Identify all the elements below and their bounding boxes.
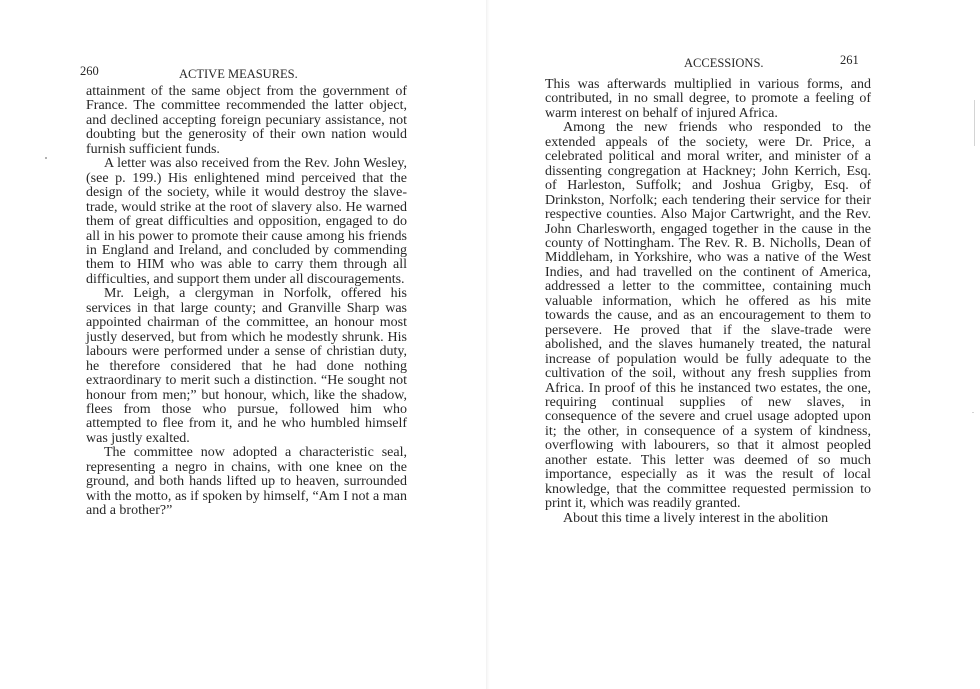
- page-number-left: 260: [80, 64, 99, 78]
- left-paragraph-2: A letter was also received from the Rev. John Wesley, (see p. 199.) His enlightened mind perceived that the design of the society, while it would destroy the slave-trade, would strike at the root of slavery also. He warned them of great difficulties and opposition, engaged to do all in his power to promote their cause among his friends in England and Ireland, and concluded by commending them to HIM who was able to carry them through all difficulties, and support them under all discouragements.: [86, 156, 407, 287]
- left-paragraph-1: attainment of the same object from the government of France. The committee recommended the latter object, and declined accepting foreign pecuniary assistance, not doubting but the generosity of their own nation would furnish sufficient funds.: [86, 84, 407, 157]
- left-paragraph-4: The committee now adopted a characteristic seal, representing a negro in chains, with one knee on the ground, and both hands lifted up to heaven, surrounded with the motto, as if spoken by himself, “Am I not a man and a brother?”: [86, 445, 407, 519]
- right-text-column: [545, 78, 871, 526]
- scan-edge-mark: [974, 100, 975, 146]
- right-paragraph-3: About this time a lively interest in the abolition: [563, 510, 829, 526]
- scan-speck: [45, 157, 47, 159]
- scan-edge-mark: [972, 412, 974, 413]
- running-head-left: ACTIVE MEASURES.: [179, 67, 298, 81]
- running-head-right: ACCESSIONS.: [684, 56, 764, 70]
- left-text-column: [86, 85, 407, 519]
- right-paragraph-2: Among the new friends who responded to the extended appeals of the society, were Dr. Price, a celebrated political and moral writer, and minister of a dissenting congregation at Hackney; John Kerrich, Esq. of Harleston, Suffolk; and Joshua Grigby, Esq. of Drinkston, Norfolk; each tendering their service for their respective counties. Also Major Cartwright, and the Rev. John Charlesworth, engaged together in the cause in the county of Nottingham. The Rev. R. B. Nicholls, Dean of Middleham, in Yorkshire, who was a native of the West Indies, and had travelled on the continent of America, addressed a letter to the committee, containing much valuable information, which he offered as his mite towards the cause, and as an encouragement to them to persevere. He proved that if the slave-trade were abolished, and the slaves humanely treated, the natural increase of population would be fully adequate to the cultivation of the soil, without any fresh supplies from Africa. In proof of this he instanced two estates, the one, requiring continual supplies of new slaves, in consequence of the severe and cruel usage adopted upon it; the other, in consequence of a system of kindness, overflowing with labourers, so that it almost peopled another estate. This letter was deemed of so much importance, especially as it was the result of local knowledge, that the committee requested permission to print it, which was readily granted.: [545, 120, 871, 512]
- right-page: [488, 0, 980, 689]
- left-paragraph-3: Mr. Leigh, a clergyman in Norfolk, offered his services in that large county; and Granville Sharp was appointed chairman of the committee, an honour most justly deserved, but from which he modestly shrunk. His labours were performed under a sense of christian duty, he therefore considered that he had done nothing extraordinary to merit such a distinction. “He sought not honour from men;” but honour, which, like the shadow, flees from those who pursue, followed him who attempted to flee from it, and he who humbled himself was justly exalted.: [86, 286, 407, 446]
- right-paragraph-1: This was afterwards multiplied in various forms, and contributed, in no small degree, to promote a feeling of warm interest on behalf of injured Africa.: [545, 77, 871, 121]
- page-number-right: 261: [840, 53, 859, 67]
- left-page: [0, 0, 488, 689]
